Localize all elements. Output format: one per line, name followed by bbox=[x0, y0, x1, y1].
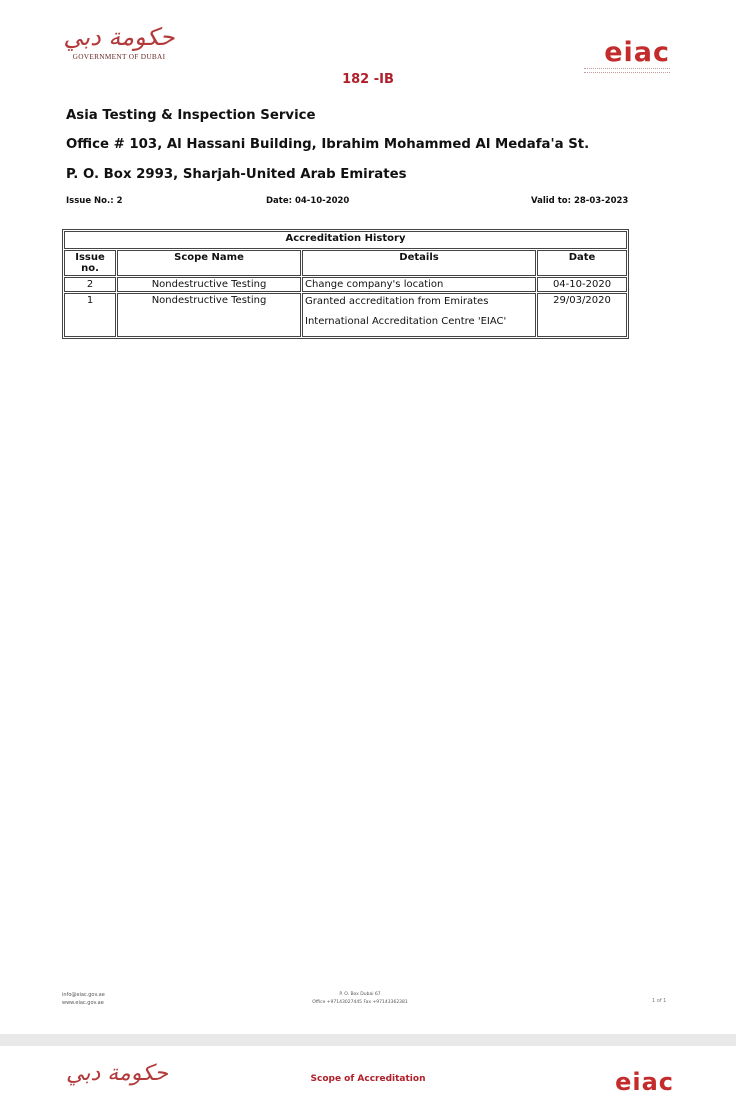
cell-issue: 1 bbox=[64, 293, 116, 337]
footer-email-link[interactable]: info@eiac.gov.ae bbox=[62, 992, 105, 998]
table-caption: Accreditation History bbox=[64, 231, 627, 249]
document-code: 182 -IB bbox=[342, 72, 394, 87]
cell-details-line2: International Accreditation Centre 'EIAC' bbox=[305, 316, 507, 327]
government-of-dubai-logo bbox=[62, 24, 176, 61]
cell-issue: 2 bbox=[64, 277, 116, 292]
next-page-preview bbox=[0, 1046, 736, 1117]
cell-date: 04-10-2020 bbox=[537, 277, 627, 292]
header-date: Date bbox=[537, 250, 627, 276]
cell-date: 29/03/2020 bbox=[537, 293, 627, 337]
eiac-logo-word: eiac bbox=[604, 37, 670, 68]
cell-details-line1: Granted accreditation from Emirates bbox=[305, 296, 489, 307]
table-header-row bbox=[64, 250, 627, 276]
scope-title: Scope of Accreditation bbox=[310, 1074, 426, 1084]
eiac-logo: eiac bbox=[615, 1068, 674, 1096]
accreditation-history-table bbox=[62, 229, 629, 339]
footer-web-link[interactable]: www.eiac.gov.ae bbox=[62, 1000, 104, 1006]
gov-name: GOVERNMENT OF DUBAI bbox=[72, 52, 166, 61]
footer-phones: Office +97143027445 Fax +97143362381 bbox=[312, 1000, 408, 1005]
footer-address bbox=[290, 991, 430, 1007]
eiac-logo bbox=[578, 37, 670, 73]
company-pobox: P. O. Box 2993, Sharjah-United Arab Emirates bbox=[66, 167, 407, 182]
company-name: Asia Testing & Inspection Service bbox=[66, 108, 316, 123]
page-number: 1 of 1 bbox=[652, 998, 667, 1004]
valid-to: Valid to: 28-03-2023 bbox=[531, 196, 629, 206]
footer-pobox: P. O. Box Dubai 67 bbox=[339, 992, 381, 997]
cell-scope: Nondestructive Testing bbox=[117, 293, 301, 337]
cell-scope: Nondestructive Testing bbox=[117, 277, 301, 292]
table-row bbox=[64, 293, 627, 337]
header-scope-name: Scope Name bbox=[117, 250, 301, 276]
gov-arabic-calligraphy: حكومة دبي bbox=[63, 23, 175, 51]
table-row bbox=[64, 277, 627, 292]
header-issue-no: Issue no. bbox=[64, 250, 116, 276]
cell-details: Change company's location bbox=[302, 277, 536, 292]
company-office: Office # 103, Al Hassani Building, Ibrahim Mohammed Al Medafa'a St. bbox=[66, 137, 590, 152]
issue-date: Date: 04-10-2020 bbox=[266, 196, 350, 206]
cell-details bbox=[302, 293, 536, 337]
issue-number: Issue No.: 2 bbox=[66, 196, 123, 206]
government-of-dubai-logo: حكومة دبي bbox=[66, 1061, 168, 1086]
header-details: Details bbox=[302, 250, 536, 276]
footer-contact bbox=[62, 991, 105, 1007]
